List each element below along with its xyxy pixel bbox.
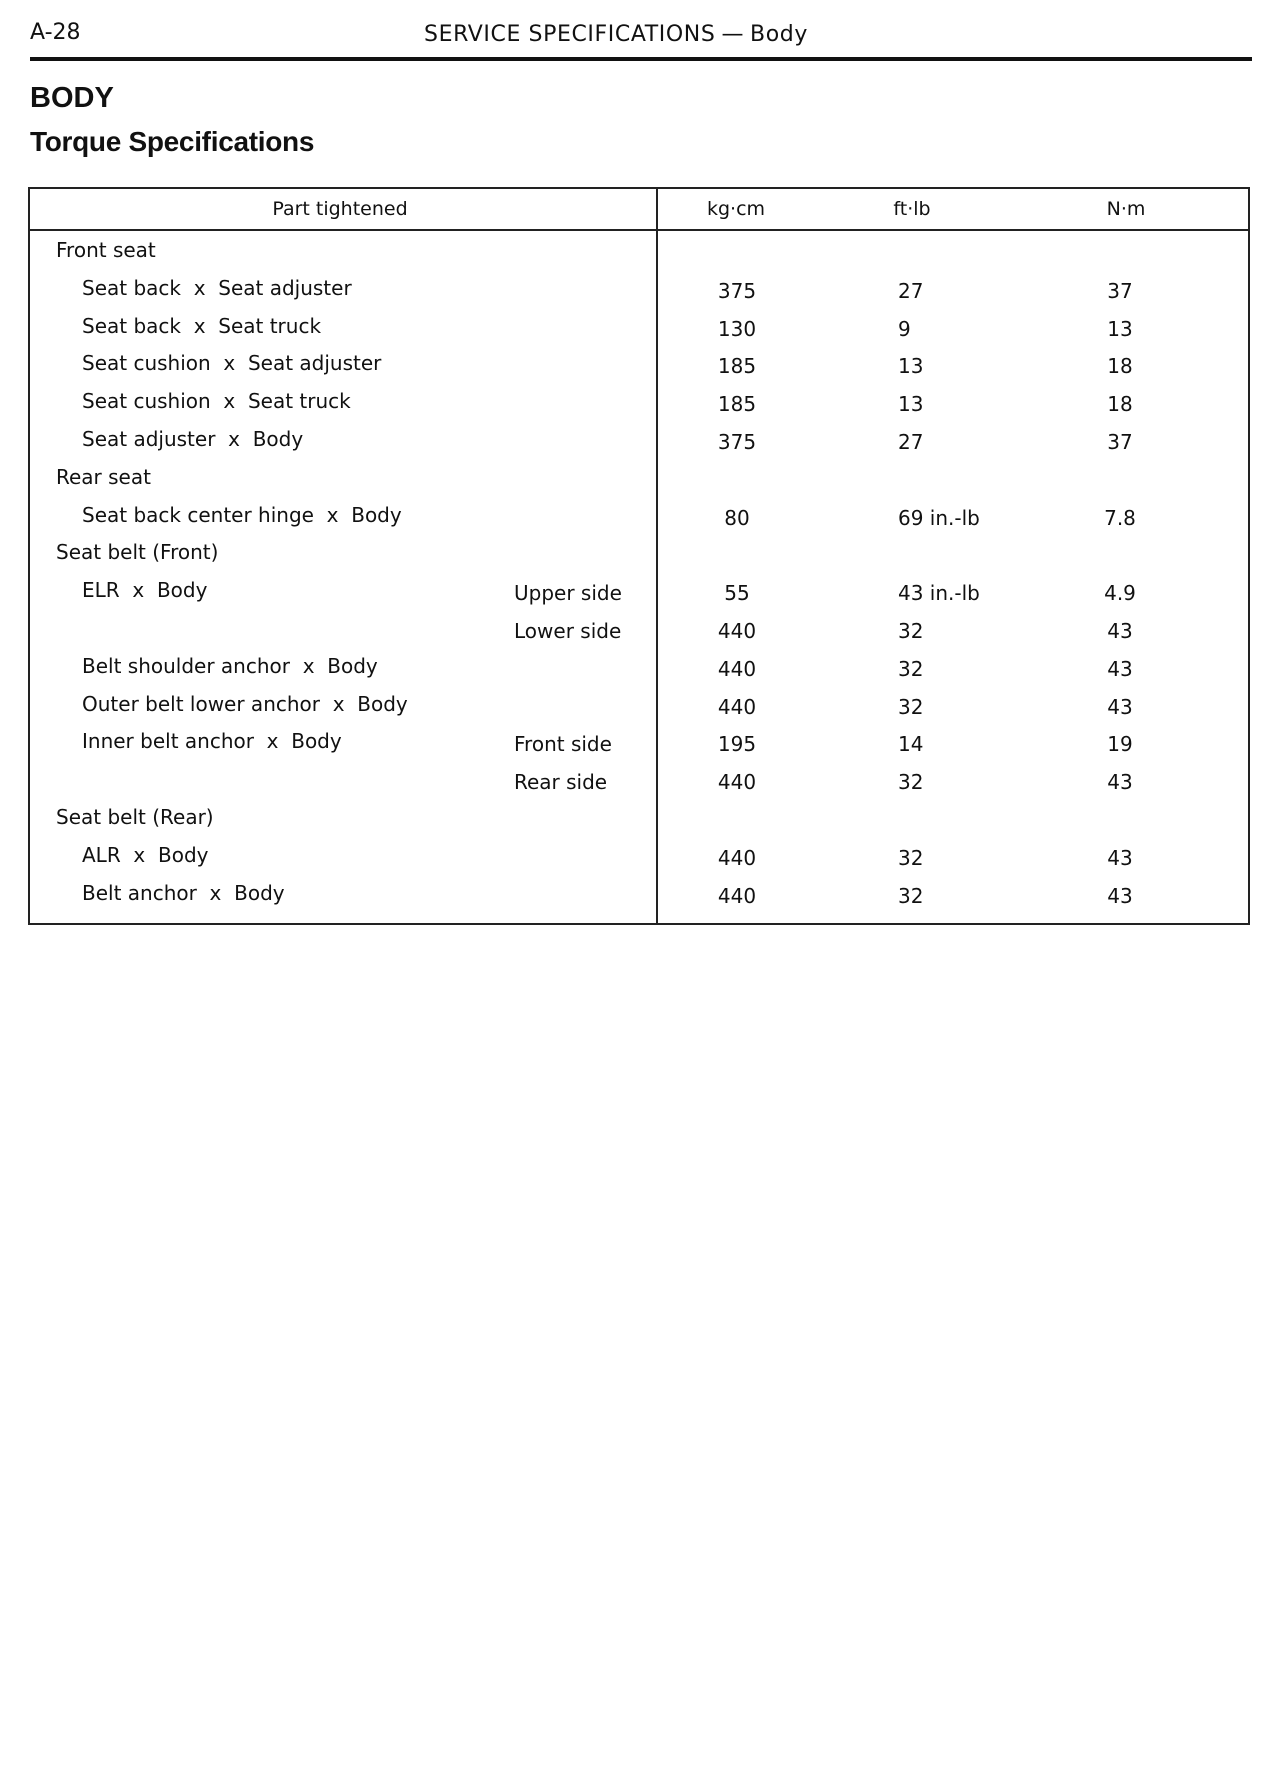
- column-header-kgcm: kg·cm: [706, 198, 766, 220]
- group-label: Front seat: [56, 238, 156, 262]
- column-divider: [656, 189, 658, 923]
- ftlb-cell: 27: [898, 278, 924, 303]
- running-title-sub: Body: [750, 22, 808, 47]
- kgcm-cell: 55: [724, 581, 750, 606]
- kgcm-cell: 185: [717, 392, 757, 417]
- kgcm-cell: 440: [717, 619, 757, 643]
- header-row-rule: [30, 229, 1248, 231]
- ftlb-cell: 32: [898, 883, 924, 908]
- torque-spec-table: [28, 187, 1250, 925]
- group-label: Seat belt (Rear): [56, 805, 214, 829]
- part-cell: ELR x Body: [82, 578, 208, 603]
- nm-cell: 43: [1107, 694, 1133, 719]
- nm-cell: 37: [1107, 278, 1133, 303]
- section-subtitle: Torque Specifications: [30, 126, 315, 157]
- part-cell: Seat back x Seat truck: [82, 313, 322, 338]
- part-cell: Seat back center hinge x Body: [82, 502, 402, 527]
- running-title: [424, 22, 808, 47]
- part-cell: Seat cushion x Seat truck: [82, 389, 351, 414]
- kgcm-cell: 440: [717, 656, 757, 681]
- kgcm-cell: 375: [717, 278, 757, 303]
- ftlb-cell: 32: [898, 619, 924, 643]
- part-cell: Belt shoulder anchor x Body: [82, 653, 378, 678]
- nm-cell: 43: [1107, 656, 1133, 681]
- kgcm-cell: 80: [724, 505, 750, 530]
- nm-cell: 13: [1107, 316, 1133, 341]
- part-cell: Inner belt anchor x Body: [82, 729, 342, 754]
- nm-cell: 18: [1107, 354, 1133, 379]
- part-cell: Belt anchor x Body: [82, 880, 285, 905]
- side-cell: Rear side: [514, 770, 608, 795]
- side-cell: Front side: [514, 732, 612, 757]
- kgcm-cell: 440: [717, 845, 757, 870]
- ftlb-cell: 9: [898, 316, 911, 341]
- nm-cell: 4.9: [1104, 581, 1136, 606]
- kgcm-cell: 440: [717, 770, 757, 795]
- kgcm-cell: 195: [717, 732, 757, 757]
- ftlb-cell: 32: [898, 770, 924, 795]
- nm-cell: 43: [1107, 770, 1133, 795]
- side-cell: Lower side: [514, 619, 622, 643]
- running-title-separator: —: [721, 22, 745, 47]
- part-cell: ALR x Body: [82, 842, 209, 867]
- group-label: Rear seat: [56, 464, 151, 489]
- nm-cell: 7.8: [1104, 505, 1136, 530]
- nm-cell: 43: [1107, 845, 1133, 870]
- kgcm-cell: 185: [717, 354, 757, 379]
- ftlb-cell: 32: [898, 656, 924, 681]
- header-rule: [30, 57, 1252, 61]
- group-label: Seat belt (Front): [56, 540, 219, 565]
- side-cell: Upper side: [514, 581, 622, 606]
- page-header: [30, 18, 1252, 58]
- ftlb-cell: 32: [898, 694, 924, 719]
- ftlb-cell: 13: [898, 354, 924, 379]
- ftlb-cell: 69 in.-lb: [898, 505, 980, 530]
- page-number: A-28: [30, 20, 81, 45]
- ftlb-cell: 13: [898, 392, 924, 417]
- nm-cell: 19: [1107, 732, 1133, 757]
- ftlb-cell: 32: [898, 845, 924, 870]
- nm-cell: 43: [1107, 619, 1133, 643]
- kgcm-cell: 375: [717, 430, 757, 454]
- kgcm-cell: 440: [717, 883, 757, 908]
- part-cell: Seat back x Seat adjuster: [82, 275, 352, 300]
- ftlb-cell: 43 in.-lb: [898, 581, 980, 606]
- column-header-ftlb: ft·lb: [893, 198, 931, 220]
- nm-cell: 18: [1107, 392, 1133, 417]
- nm-cell: 43: [1107, 883, 1133, 908]
- ftlb-cell: 14: [898, 732, 924, 757]
- column-header-nm: N·m: [1106, 198, 1146, 220]
- kgcm-cell: 440: [717, 694, 757, 719]
- running-title-main: SERVICE SPECIFICATIONS: [424, 22, 716, 47]
- column-header-part: Part tightened: [272, 198, 408, 220]
- section-title: BODY: [30, 82, 114, 114]
- ftlb-cell: 27: [898, 430, 924, 454]
- part-cell: Seat cushion x Seat adjuster: [82, 351, 382, 376]
- nm-cell: 37: [1107, 430, 1133, 454]
- part-cell: Seat adjuster x Body: [82, 427, 304, 451]
- part-cell: Outer belt lower anchor x Body: [82, 691, 408, 716]
- kgcm-cell: 130: [717, 316, 757, 341]
